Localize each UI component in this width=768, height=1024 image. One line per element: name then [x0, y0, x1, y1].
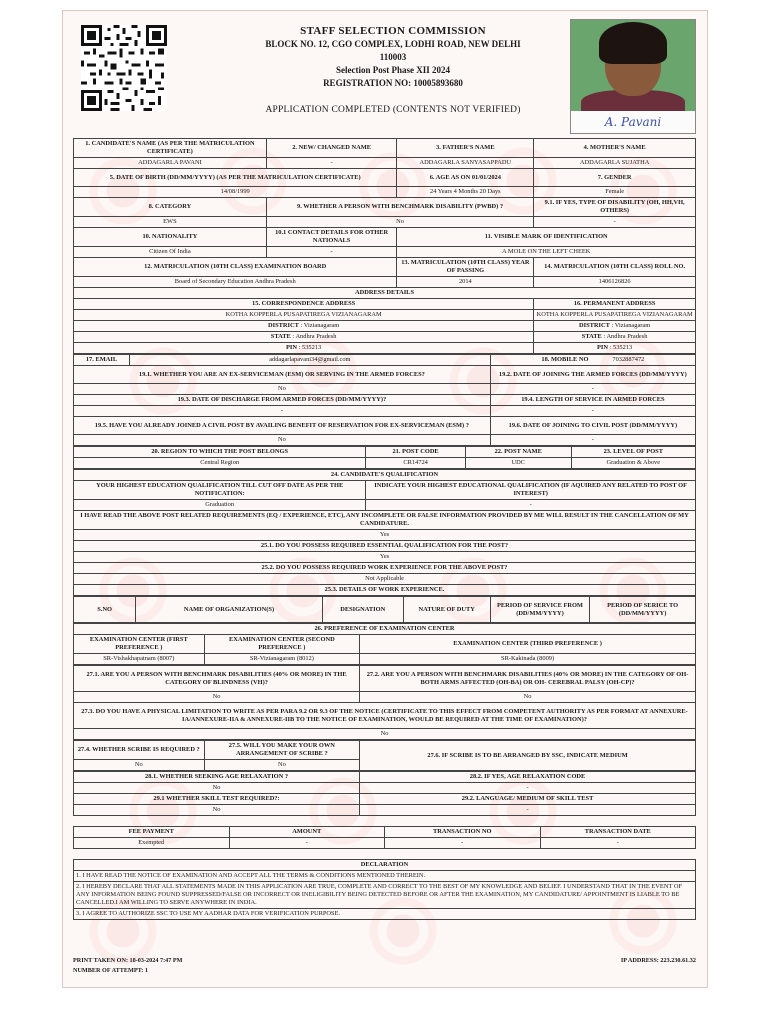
label-related-qualification: INDICATE YOUR HIGHEST EDUCATIONAL QUALIFICATION (IF AQUIRED ANY RELATED TO POST OF INTEREST)	[366, 481, 696, 500]
value-district: : Vizianagaram	[300, 322, 340, 329]
declaration-item: 3. I AGREE TO AUTHORIZE SSC TO USE MY AADHAR DATA FOR VERIFICATION PURPOSE.	[74, 909, 696, 920]
label-physical-limitation: 27.3. DO YOU HAVE A PHYSICAL LIMITATION TO WRITE AS PER PARA 9.2 OR 9.3 OF THE NOTICE (CERTIFICATE TO THIS EFFECT FROM COMPETENT AUTHORITY AS PER FORMAT AT ANNEXURE-IA/ANNEXURE-IIA & ANNEXURE-IIB TO THE NOTICE OF EXAMINATION, WOULD BE REQUIRED AT THE TIME OF EXAMINATION)?	[74, 703, 696, 729]
label-scribe-medium: 27.6. IF SCRIBE IS TO BE ARRANGED BY SSC, INDICATE MEDIUM	[360, 741, 696, 771]
application-sheet	[62, 10, 708, 988]
value-board: Board of Secondary Education Andhra Pradesh	[74, 277, 397, 288]
label-district: DISTRICT	[579, 322, 610, 329]
value-passing-year: 2014	[397, 277, 534, 288]
permanent-district	[534, 321, 696, 332]
label-transaction-no: TRANSACTION NO	[385, 827, 541, 838]
label-center-second: EXAMINATION CENTER (SECOND PREFERENCE )	[204, 635, 360, 654]
col-sno: S.NO	[74, 597, 136, 623]
value-pin: : 535213	[298, 344, 322, 351]
exam-name: Selection Post Phase XII 2024	[336, 65, 450, 75]
permanent-pin	[534, 343, 696, 354]
label-civil-post: 19.5. HAVE YOU ALREADY JOINED A CIVIL POST BY AVAILING BENEFIT OF RESERVATION FOR EX-SERVICEMAN (ESM) ?	[74, 417, 491, 435]
value-mother-name: ADDAGARLA SUJATHA	[534, 158, 696, 169]
value-region: Central Region	[74, 458, 366, 469]
value-state: : Andhra Pradesh	[603, 333, 648, 340]
value-center-second: SR-Vizianagaram (8012)	[204, 654, 360, 665]
value-nationality: Citizen Of India	[74, 247, 267, 258]
qualification-table	[73, 469, 696, 596]
value-gender: Female	[534, 187, 696, 198]
value-esm: No	[74, 384, 491, 395]
label-board: 12. MATRICULATION (10TH CLASS) EXAMINATION BOARD	[74, 258, 397, 277]
value-skill-language: -	[360, 805, 696, 816]
label-passing-year: 13. MATRICULATION (10TH CLASS) YEAR OF PASSING	[397, 258, 534, 277]
value-age: 24 Years 4 Months 20 Days	[397, 187, 534, 198]
label-requirements-ack: I HAVE READ THE ABOVE POST RELATED REQUIREMENTS (EQ / EXPERIENCE, ETC), ANY INCOMPLETE OR FALSE INFORMATION PROVIDED BY ME WILL RESULT IN THE CANCELLATION OF MY CANDIDATURE.	[74, 511, 696, 530]
declaration-item: 1. I HAVE READ THE NOTICE OF EXAMINATION AND ACCEPT ALL THE TERMS & CONDITIONS MENTIONED THEREIN.	[74, 871, 696, 882]
scribe-table	[73, 740, 696, 771]
value-highest-qualification: Graduation	[74, 500, 366, 511]
label-disability-type: 9.1. IF YES, TYPE OF DISABILITY (OH, HH,VH, OTHERS)	[534, 198, 696, 217]
correspondence-district	[74, 321, 534, 332]
value-own-scribe: No	[204, 760, 360, 771]
value-pwbd: No	[266, 217, 533, 228]
value-discharge: -	[74, 406, 491, 417]
label-oh-ba: 27.2. ARE YOU A PERSON WITH BENCHMARK DISABILITIES (40% OR MORE) IN THE CATEGORY OF OH- BOTH ARMS AFFECTED (OH-BA) OR OH- CEREBRAL PALSY (OH-CP)?	[360, 666, 696, 692]
registration-number: REGISTRATION NO: 10005893680	[323, 78, 463, 88]
label-pin: PIN	[597, 344, 609, 351]
value-father-name: ADDAGARLA SANYASAPPADU	[397, 158, 534, 169]
label-experience-details: 25.3. DETAILS OF WORK EXPERIENCE.	[74, 585, 696, 596]
value-oh-ba: No	[360, 692, 696, 703]
correspondence-pin	[74, 343, 534, 354]
post-details-table	[73, 446, 696, 469]
value-vh: No	[74, 692, 360, 703]
label-scribe-required: 27.4. WHETHER SCRIBE IS REQUIRED ?	[74, 741, 205, 760]
value-post-name: UDC	[465, 458, 571, 469]
correspondence-state	[74, 332, 534, 343]
value-state: : Andhra Pradesh	[292, 333, 337, 340]
value-center-first: SR-Vishakhapatnam (8007)	[74, 654, 205, 665]
label-identification-mark: 11. VISIBLE MARK OF IDENTIFICATION	[397, 228, 696, 247]
print-timestamp: PRINT TAKEN ON: 18-03-2024 7:47 PM	[73, 957, 183, 964]
label-mother-name: 4. MOTHER'S NAME	[534, 139, 696, 158]
value-correspondence-address: KOTHA KOPPERLA PUSAPATIREGA VIZIANAGARAM	[74, 310, 534, 321]
label-region: 20. REGION TO WHICH THE POST BELONGS	[74, 447, 366, 458]
value-permanent-address: KOTHA KOPPERLA PUSAPATIREGA VIZIANAGARAM	[534, 310, 696, 321]
col-nature-of-duty: NATURE OF DUTY	[403, 597, 490, 623]
disability-table	[73, 665, 696, 740]
application-status: APPLICATION COMPLETED (CONTENTS NOT VERIFIED)	[265, 105, 521, 115]
label-gender: 7. GENDER	[534, 169, 696, 187]
contact-service-table	[73, 354, 696, 446]
label-candidate-name: 1. CANDIDATE'S NAME (AS PER THE MATRICULATION CERTIFICATE)	[74, 139, 267, 158]
application-form	[73, 138, 696, 920]
value-mobile: 7032887472	[612, 356, 645, 363]
work-experience-table	[73, 596, 696, 623]
org-address: BLOCK NO. 12, CGO COMPLEX, LODHI ROAD, NEW DELHI	[265, 39, 521, 49]
label-post-code: 21. POST CODE	[366, 447, 466, 458]
col-service-to: PERIOD OF SERICE TO (DD/MM/YYYY)	[590, 597, 696, 623]
value-related-qualification: -	[366, 500, 696, 511]
value-candidate-name: ADDAGARLA PAVANI	[74, 158, 267, 169]
value-scribe-required: No	[74, 760, 205, 771]
label-civil-date: 19.6. DATE OF JOINING TO CIVIL POST (DD/MM/YYYY)	[490, 417, 695, 435]
label-fee-payment: FEE PAYMENT	[74, 827, 230, 838]
label-esm: 19.1. WHETHER YOU ARE AN EX-SERVICEMAN (ESM) OR SERVING IN THE ARMED FORCES?	[74, 366, 491, 384]
attempt-count: NUMBER OF ATTEMPT: 1	[73, 967, 148, 974]
value-join-armed: -	[490, 384, 695, 395]
value-skill-test: No	[74, 805, 360, 816]
label-permanent-address: 16. PERMANENT ADDRESS	[534, 299, 696, 310]
photo-hair	[599, 22, 667, 64]
declaration-item: 2. I HEREBY DECLARE THAT ALL STATEMENTS MADE IN THIS APPLICATION ARE TRUE, COMPLETE AND CORRECT TO THE BEST OF MY KNOWLEDGE AND BELIEF. I UNDERSTAND THAT IN THE EVENT OF ANY INFORMATION BEING FOUND SUPPRESSED/FALSE OR INCORRECT OR INELIGIBILITY BEING DETECTED BEFORE OR AFTER THE EXAMINATION, MY CANDIDATURE/ APPOINTMENT IS LIABLE TO BE CANCELLED.I AM WILLING TO SERVE ANYWHERE IN INDIA.	[74, 882, 696, 909]
label-father-name: 3. FATHER'S NAME	[397, 139, 534, 158]
value-dob: 14/08/1999	[74, 187, 397, 198]
label-state: STATE	[581, 333, 602, 340]
label-pin: PIN	[286, 344, 298, 351]
col-organization: NAME OF ORGANIZATION(S)	[136, 597, 323, 623]
exam-center-table	[73, 623, 696, 665]
value-new-name: -	[266, 158, 397, 169]
value-civil-date: -	[490, 435, 695, 446]
section-address-details: ADDRESS DETAILS	[74, 288, 696, 299]
col-service-from: PERIOD OF SERVICE FROM (DD/MM/YYYY)	[490, 597, 590, 623]
label-roll-no: 14. MATRICULATION (10TH CLASS) ROLL NO.	[534, 258, 696, 277]
label-skill-language: 29.2. LANGUAGE/ MEDIUM OF SKILL TEST	[360, 794, 696, 805]
value-relaxation-code: -	[360, 783, 696, 794]
value-post-level: Graduation & Above	[571, 458, 695, 469]
value-district: : Vizianagaram	[611, 322, 651, 329]
value-transaction-date: -	[540, 838, 696, 849]
value-physical-limitation: No	[74, 729, 696, 740]
label-essential-qualification: 25.1. DO YOU POSSESS REQUIRED ESSENTIAL QUALIFICATION FOR THE POST?	[74, 541, 696, 552]
label-post-level: 23. LEVEL OF POST	[571, 447, 695, 458]
label-relaxation-code: 28.2. IF YES, AGE RELAXATION CODE	[360, 772, 696, 783]
col-designation: DESIGNATION	[322, 597, 403, 623]
ip-address: IP ADDRESS: 223.230.61.32	[620, 957, 696, 964]
label-new-name: 2. NEW/ CHANGED NAME	[266, 139, 397, 158]
label-email: 17. EMAIL	[74, 355, 130, 366]
mobile-cell	[490, 355, 695, 366]
label-transaction-date: TRANSACTION DATE	[540, 827, 696, 838]
document-header	[213, 25, 573, 117]
declaration-title: DECLARATION	[74, 860, 696, 871]
value-roll-no: 1406126826	[534, 277, 696, 288]
label-discharge: 19.3. DATE OF DISCHARGE FROM ARMED FORCES (DD/MM/YYYY)?	[74, 395, 491, 406]
value-center-third: SR-Kakinada (8009)	[360, 654, 696, 665]
value-fee-payment: Exempted	[74, 838, 230, 849]
label-contact-other: 10.1 CONTACT DETAILS FOR OTHER NATIONALS	[266, 228, 397, 247]
label-pwbd: 9. WHETHER A PERSON WITH BENCHMARK DISABILITY (PWBD) ?	[266, 198, 533, 217]
print-footer	[73, 956, 696, 976]
label-nationality: 10. NATIONALITY	[74, 228, 267, 247]
value-work-experience: Not Applicable	[74, 574, 696, 585]
label-center-first: EXAMINATION CENTER (FIRST PREFERENCE )	[74, 635, 205, 654]
value-age-relaxation: No	[74, 783, 360, 794]
org-pincode: 110003	[379, 52, 407, 62]
label-dob: 5. DATE OF BIRTH (DD/MM/YYYY) (AS PER THE MATRICULATION CERTIFICATE)	[74, 169, 397, 187]
value-pin: : 535213	[609, 344, 633, 351]
value-contact-other: -	[266, 247, 397, 258]
declaration-table	[73, 859, 696, 920]
label-category: 8. CATEGORY	[74, 198, 267, 217]
label-vh: 27.1. ARE YOU A PERSON WITH BENCHMARK DISABILITIES (40% OR MORE) IN THE CATEGORY OF BLINDNESS (VH)?	[74, 666, 360, 692]
value-essential-qualification: Yes	[74, 552, 696, 563]
label-district: DISTRICT	[268, 322, 299, 329]
label-join-armed: 19.2. DATE OF JOINING THE ARMED FORCES (DD/MM/YYYY)	[490, 366, 695, 384]
value-category: EWS	[74, 217, 267, 228]
label-age: 6. AGE AS ON 01/01/2024	[397, 169, 534, 187]
label-age-relaxation: 28.1. WHETHER SEEKING AGE RELAXATION ?	[74, 772, 360, 783]
label-own-scribe: 27.5. WILL YOU MAKE YOUR OWN ARRANGEMENT OF SCRIBE ?	[204, 741, 360, 760]
personal-details-table	[73, 138, 696, 354]
label-post-name: 22. POST NAME	[465, 447, 571, 458]
label-state: STATE	[270, 333, 291, 340]
candidate-signature: A. Pavani	[571, 111, 695, 133]
label-mobile: 18. MOBILE NO	[541, 356, 589, 363]
value-civil-post: No	[74, 435, 491, 446]
value-amount: -	[229, 838, 385, 849]
value-disability-type: -	[534, 217, 696, 228]
fee-table	[73, 826, 696, 849]
section-qualification: 24. CANDIDATE'S QUALIFICATION	[74, 470, 696, 481]
label-work-experience: 25.2. DO YOU POSSESS REQUIRED WORK EXPERIENCE FOR THE ABOVE POST?	[74, 563, 696, 574]
value-email: addagarlapavani34@gmail.com	[129, 355, 490, 366]
qr-code-icon	[81, 25, 167, 111]
value-requirements-ack: Yes	[74, 530, 696, 541]
label-skill-test: 29.1 WHETHER SKILL TEST REQUIRED?:	[74, 794, 360, 805]
relaxation-table	[73, 771, 696, 816]
value-transaction-no: -	[385, 838, 541, 849]
label-highest-qualification: YOUR HIGHEST EDUCATION QUALIFICATION TILL CUT OFF DATE AS PER THE NOTIFICATION:	[74, 481, 366, 500]
label-service-length: 19.4. LENGTH OF SERVICE IN ARMED FORCES	[490, 395, 695, 406]
value-service-length: -	[490, 406, 695, 417]
label-center-third: EXAMINATION CENTER (THIRD PREFERENCE )	[360, 635, 696, 654]
label-correspondence-address: 15. CORRESPONDENCE ADDRESS	[74, 299, 534, 310]
label-amount: AMOUNT	[229, 827, 385, 838]
org-name: STAFF SELECTION COMMISSION	[300, 25, 486, 37]
permanent-state	[534, 332, 696, 343]
value-identification-mark: A MOLE ON THE LEFT CHEEK	[397, 247, 696, 258]
value-post-code: CR14724	[366, 458, 466, 469]
candidate-photo	[570, 19, 696, 134]
section-exam-center: 26. PREFERENCE OF EXAMINATION CENTER	[74, 624, 696, 635]
